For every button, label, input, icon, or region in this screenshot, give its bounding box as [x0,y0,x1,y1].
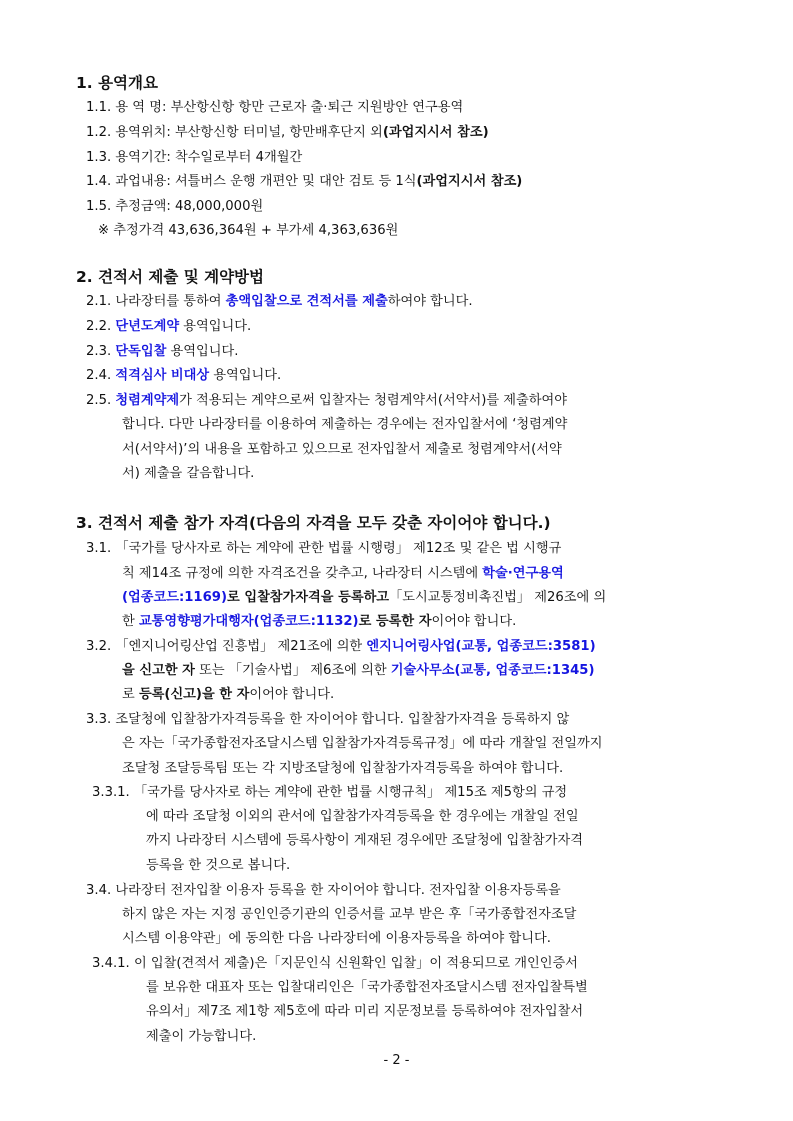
s2-item-1-c: 하여야 합니다. [387,294,473,309]
s3-item-2-line-3-c: 이어야 합니다. [249,687,335,702]
s2-item-5-line-2: 합니다. 다만 나라장터를 이용하여 제출하는 경우에는 전자입찰서에 ‘청렴계약 [122,417,568,432]
s3-item-4-line-3: 시스템 이용약관」에 동의한 다음 나라장터에 이용자등록을 하여야 합니다. [122,931,551,946]
s2-item-5-c: 가 적용되는 계약으로써 입찰자는 청렴계약서(서약서)를 제출하여야 [179,393,568,408]
section-1-title: 1. 용역개요 [76,74,158,92]
s2-item-2-highlight: 단년도계약 [115,319,180,334]
s3-item-1: 3.1. 「국가를 당사자로 하는 계약에 관한 법률 시행령」 제12조 및 같은 법 시행규 [86,541,562,556]
s2-item-2 [86,316,251,338]
s3-item-3-1-line-3: 까지 나라장터 시스템에 등록사항이 게재된 경우에만 조달청에 입찰참가자격 [146,833,583,848]
s3-item-2-text: 3.2. 「엔지니어링산업 진흥법」 제21조에 의한 [86,639,367,654]
s2-item-1-highlight: 총액입찰으로 견적서를 제출 [225,294,388,309]
s3-item-1-highlight-1: 학술·연구용역 [482,566,564,581]
s3-item-1-line-4-a: 한 [122,614,139,629]
s2-item-4-highlight: 적격심사 비대상 [115,368,210,383]
s1-item-4 [86,171,522,193]
s2-item-2-c: 용역입니다. [179,319,252,334]
s3-item-2-bold-2: 등록(신고)을 한 자 [138,687,250,702]
s2-item-5-line-4: 서) 제출을 갈음합니다. [122,466,255,481]
s3-item-2 [86,636,596,658]
s2-item-4-c: 용역입니다. [209,368,282,383]
s3-item-1-bold-2: 로 등록한 자 [358,614,432,629]
s3-item-1-line-4-d: 이어야 합니다. [431,614,517,629]
s3-item-2-highlight-2: 기술사무소(교통, 업종코드:1345) [390,663,595,678]
s3-item-2-bold-1: 을 신고한 자 [122,663,195,678]
s3-item-2-highlight-1: 엔지니어링사업(교통, 업종코드:3581) [366,639,596,654]
s2-item-4-num: 2.4. [86,368,116,383]
s3-item-3-1-line-2: 에 따라 조달청 이외의 관서에 입찰참가자격등록을 한 경우에는 개찰일 전일 [146,809,579,824]
section-2-title: 2. 견적서 제출 및 계약방법 [76,268,264,286]
s3-item-4-line-2: 하지 않은 자는 지정 공인인증기관의 인증서를 교부 받은 후「국가종합전자조달 [122,907,577,922]
s3-item-4-1-line-4: 제출이 가능합니다. [146,1029,257,1044]
s1-item-4-ref: (과업지시서 참조) [416,174,523,189]
s1-item-5: 1.5. 추정금액: 48,000,000원 [86,199,264,214]
s1-item-2 [86,122,489,144]
s1-item-2-text: 1.2. 용역위치: 부산항신항 터미널, 항만배후단지 외 [86,125,383,140]
s2-item-5 [86,390,567,412]
s3-item-3-line-2: 은 자는「국가종합전자조달시스템 입찰참가자격등록규정」에 따라 개찰일 전일까지 [122,736,603,751]
s3-item-4-1-line-3: 유의서」제7조 제1항 제5호에 따라 미리 지문정보를 등록하여야 전자입찰서 [146,1004,584,1019]
s2-item-3-highlight: 단독입찰 [115,344,167,359]
s1-item-3: 1.3. 용역기간: 착수일로부터 4개월간 [86,150,303,165]
s2-item-2-num: 2.2. [86,319,116,334]
s3-item-4-1: 3.4.1. 이 입찰(견적서 제출)은「지문인식 신원확인 입찰」이 적용되므로 개인인증서 [92,956,578,971]
s3-item-1-bold-1: 로 입찰참가자격을 등록하고 [227,590,390,605]
s3-item-2-line-2-text: 또는 「기술사법」 제6조에 의한 [194,663,391,678]
s3-item-1-line-2 [122,563,564,585]
s2-item-3-c: 용역입니다. [166,344,239,359]
s3-item-2-line-3 [122,684,334,706]
s3-item-1-line-3-text: 「도시교통정비촉진법」 제26조에 의 [389,590,607,605]
s1-item-2-ref: (과업지시서 참조) [382,125,489,140]
s3-item-1-highlight-3: 교통영향평가대행자(업종코드:1132) [138,614,359,629]
s3-item-4-1-line-2: 를 보유한 대표자 또는 입찰대리인은「국가종합전자조달시스템 전자입찰특별 [146,980,588,995]
s3-item-1-line-4 [122,611,516,633]
s3-item-4: 3.4. 나라장터 전자입찰 이용자 등록을 한 자이어야 합니다. 전자입찰 이용자등록을 [86,883,561,898]
s1-note: ※ 추정가격 43,636,364원 + 부가세 4,363,636원 [98,223,399,238]
s2-item-5-line-3: 서(서약서)’의 내용을 포함하고 있으므로 전자입찰서 제출로 청렴계약서(서약 [122,442,562,457]
s2-item-3-num: 2.3. [86,344,116,359]
s3-item-1-line-2-text: 칙 제14조 규정에 의한 자격조건을 갖추고, 나라장터 시스템에 [122,566,483,581]
s2-item-3 [86,341,238,363]
s3-item-3-line-3: 조달청 조달등록팀 또는 각 지방조달청에 입찰참가자격등록을 하여야 합니다. [122,761,564,776]
s2-item-5-highlight: 청렴계약제 [115,393,180,408]
s3-item-3: 3.3. 조달청에 입찰참가자격등록을 한 자이어야 합니다. 입찰참가자격을 등록하지 않 [86,712,570,727]
s3-item-2-line-3-a: 로 [122,687,139,702]
s3-item-3-1: 3.3.1. 「국가를 당사자로 하는 계약에 관한 법률 시행규칙」 제15조 제5항의 규정 [92,785,568,800]
s2-item-4 [86,365,281,387]
s1-item-1: 1.1. 용 역 명: 부산항신항 항만 근로자 출·퇴근 지원방안 연구용역 [86,100,464,115]
s3-item-2-line-2 [122,660,595,682]
section-3-title: 3. 견적서 제출 참가 자격(다음의 자격을 모두 갖춘 자이어야 합니다.) [76,514,551,532]
s2-item-5-num: 2.5. [86,393,116,408]
s3-item-3-1-line-4: 등록을 한 것으로 봅니다. [146,858,291,873]
s2-item-1 [86,291,473,313]
s3-item-1-highlight-2: (업종코드:1169) [122,590,227,605]
page-number: - 2 - [383,1053,410,1068]
s3-item-1-line-3 [122,587,606,609]
s1-item-4-text: 1.4. 과업내용: 셔틀버스 운행 개편안 및 대안 검토 등 1식 [86,174,417,189]
s2-item-1-a: 2.1. 나라장터를 통하여 [86,294,226,309]
